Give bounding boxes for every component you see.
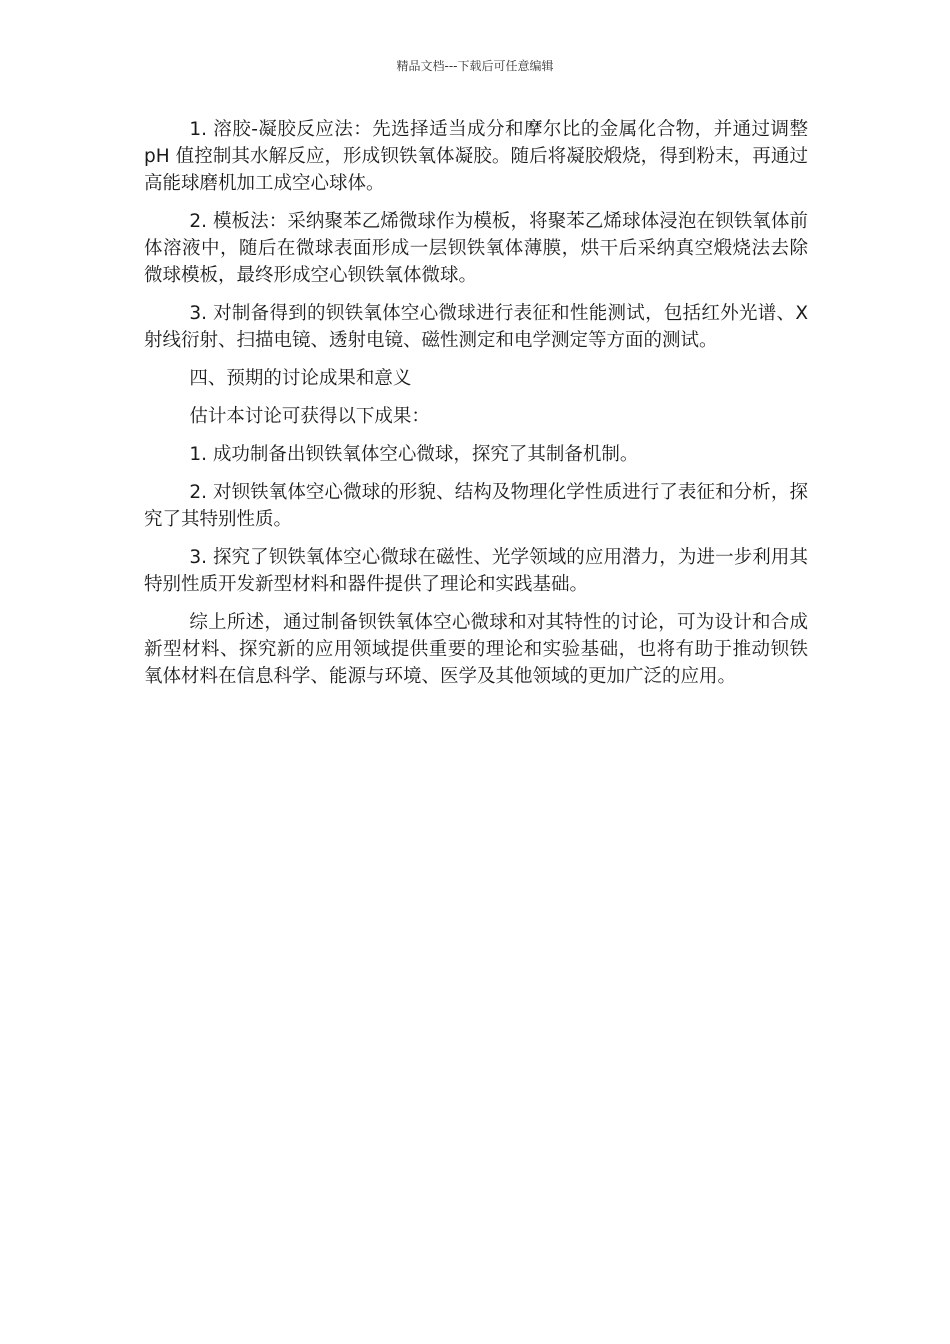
section-heading: 四、预期的讨论成果和意义 (189, 368, 412, 389)
paragraph-result-2: 2. 对钡铁氧体空心微球的形貌、结构及物理化学性质进行了表征和分析，探究了其特别性质。 (144, 482, 808, 530)
paragraph-method-template: 2. 模板法：采纳聚苯乙烯微球作为模板，将聚苯乙烯球体浸泡在钡铁氧体前体溶液中，随后在微球表面形成一层钡铁氧体薄膜，烘干后采纳真空煅烧法去除微球模板，最终形成空心钡铁氧体微球。 (144, 211, 808, 286)
paragraph-summary: 综上所述，通过制备钡铁氧体空心微球和对其特性的讨论，可为设计和合成新型材料、探究新的应用领域提供重要的理论和实验基础，也将有助于推动钡铁氧体材料在信息科学、能源与环境、医学及其他领域的更加广泛的应用。 (144, 612, 808, 687)
paragraph-result-3: 3. 探究了钡铁氧体空心微球在磁性、光学领域的应用潜力，为进一步利用其特别性质开发新型材料和器件提供了理论和实践基础。 (144, 547, 808, 595)
paragraph-characterization: 3. 对制备得到的钡铁氧体空心微球进行表征和性能测试，包括红外光谱、X 射线衍射、扫描电镜、透射电镜、磁性测定和电学测定等方面的测试。 (144, 303, 808, 351)
paragraph-method-sol-gel: 1. 溶胶-凝胶反应法：先选择适当成分和摩尔比的金属化合物，并通过调整 pH 值控制其水解反应，形成钡铁氧体凝胶。随后将凝胶煅烧，得到粉末，再通过高能球磨机加工成空心球体。 (144, 119, 808, 194)
document-body (144, 116, 808, 701)
paragraph-intro-results: 估计本讨论可获得以下成果： (189, 406, 430, 427)
paragraph-result-1: 1. 成功制备出钡铁氧体空心微球，探究了其制备机制。 (189, 444, 639, 465)
page-header: 精品文档---下载后可任意编辑 (396, 59, 554, 73)
